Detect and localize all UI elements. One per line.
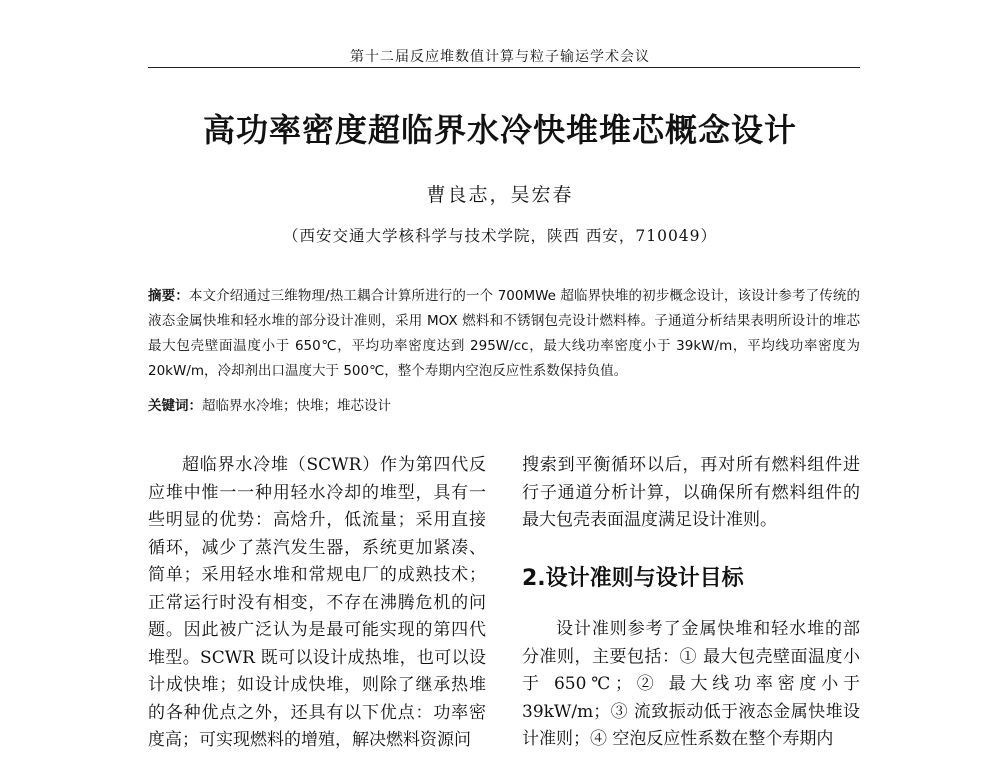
header-rule [148, 67, 860, 68]
right-paragraph-1: 搜索到平衡循环以后，再对所有燃料组件进行子通道分析计算，以确保所有燃料组件的最大包壳表面温度满足设计准则。 [522, 455, 860, 530]
left-column [148, 452, 486, 755]
right-paragraph-2: 设计准则参考了金属快堆和轻水堆的部分准则，主要包括：① 最大包壳壁面温度小于 650℃；② 最大线功率密度小于 39kW/m；③ 流致振动低于液态金属快堆设计准则；④ 空泡反应性系数在整个寿期内 [522, 619, 860, 749]
keywords [148, 394, 860, 414]
keywords-label: 关键词： [148, 398, 202, 414]
running-header: 第十二届反应堆数值计算与粒子输运学术会议 [350, 49, 650, 65]
abstract [148, 284, 860, 384]
paper-title: 高功率密度超临界水冷快堆堆芯概念设计 [202, 111, 797, 149]
abstract-text: 本文介绍通过三维物理/热工耦合计算所进行的一个 700MWe 超临界快堆的初步概念设计，该设计参考了传统的液态金属快堆和轻水堆的部分设计准则，采用 MOX 燃料和不锈钢包壳设计燃料棒。子通道分析结果表明所设计的堆芯最大包壳壁面温度小于 650℃，平均功率密度达到 295W/cc，最大线功率密度小于 39kW/m，平均线功率密度为 20kW/m，冷却剂出口温度大于 500℃，整个寿期内空泡反应性系数保持负值。 [148, 288, 860, 379]
authors: 曹良志，吴宏春 [426, 184, 574, 206]
section-heading: 2.设计准则与设计目标 [522, 565, 744, 591]
abstract-label: 摘要： [148, 288, 189, 304]
affiliation: （西安交通大学核科学与技术学院，陕西 西安，710049） [282, 227, 718, 245]
keywords-text: 超临界水冷堆；快堆；堆芯设计 [202, 398, 391, 414]
left-paragraph: 超临界水冷堆（SCWR）作为第四代反应堆中惟一一种用轻水冷却的堆型，具有一些明显的优势：高焓升，低流量；采用直接循环，减少了蒸汽发生器，系统更加紧凑、简单；采用轻水堆和常规电厂的成熟技术；正常运行时没有相变，不存在沸腾危机的问题。因此被广泛认为是最可能实现的第四代堆型。SCWR 既可以设计成热堆，也可以设计成快堆；如设计成快堆，则除了继承热堆的各种优点之外，还具有以下优点：功率密度高；可实现燃料的增殖，解决燃料资源问 [148, 455, 486, 750]
right-column [522, 452, 860, 754]
